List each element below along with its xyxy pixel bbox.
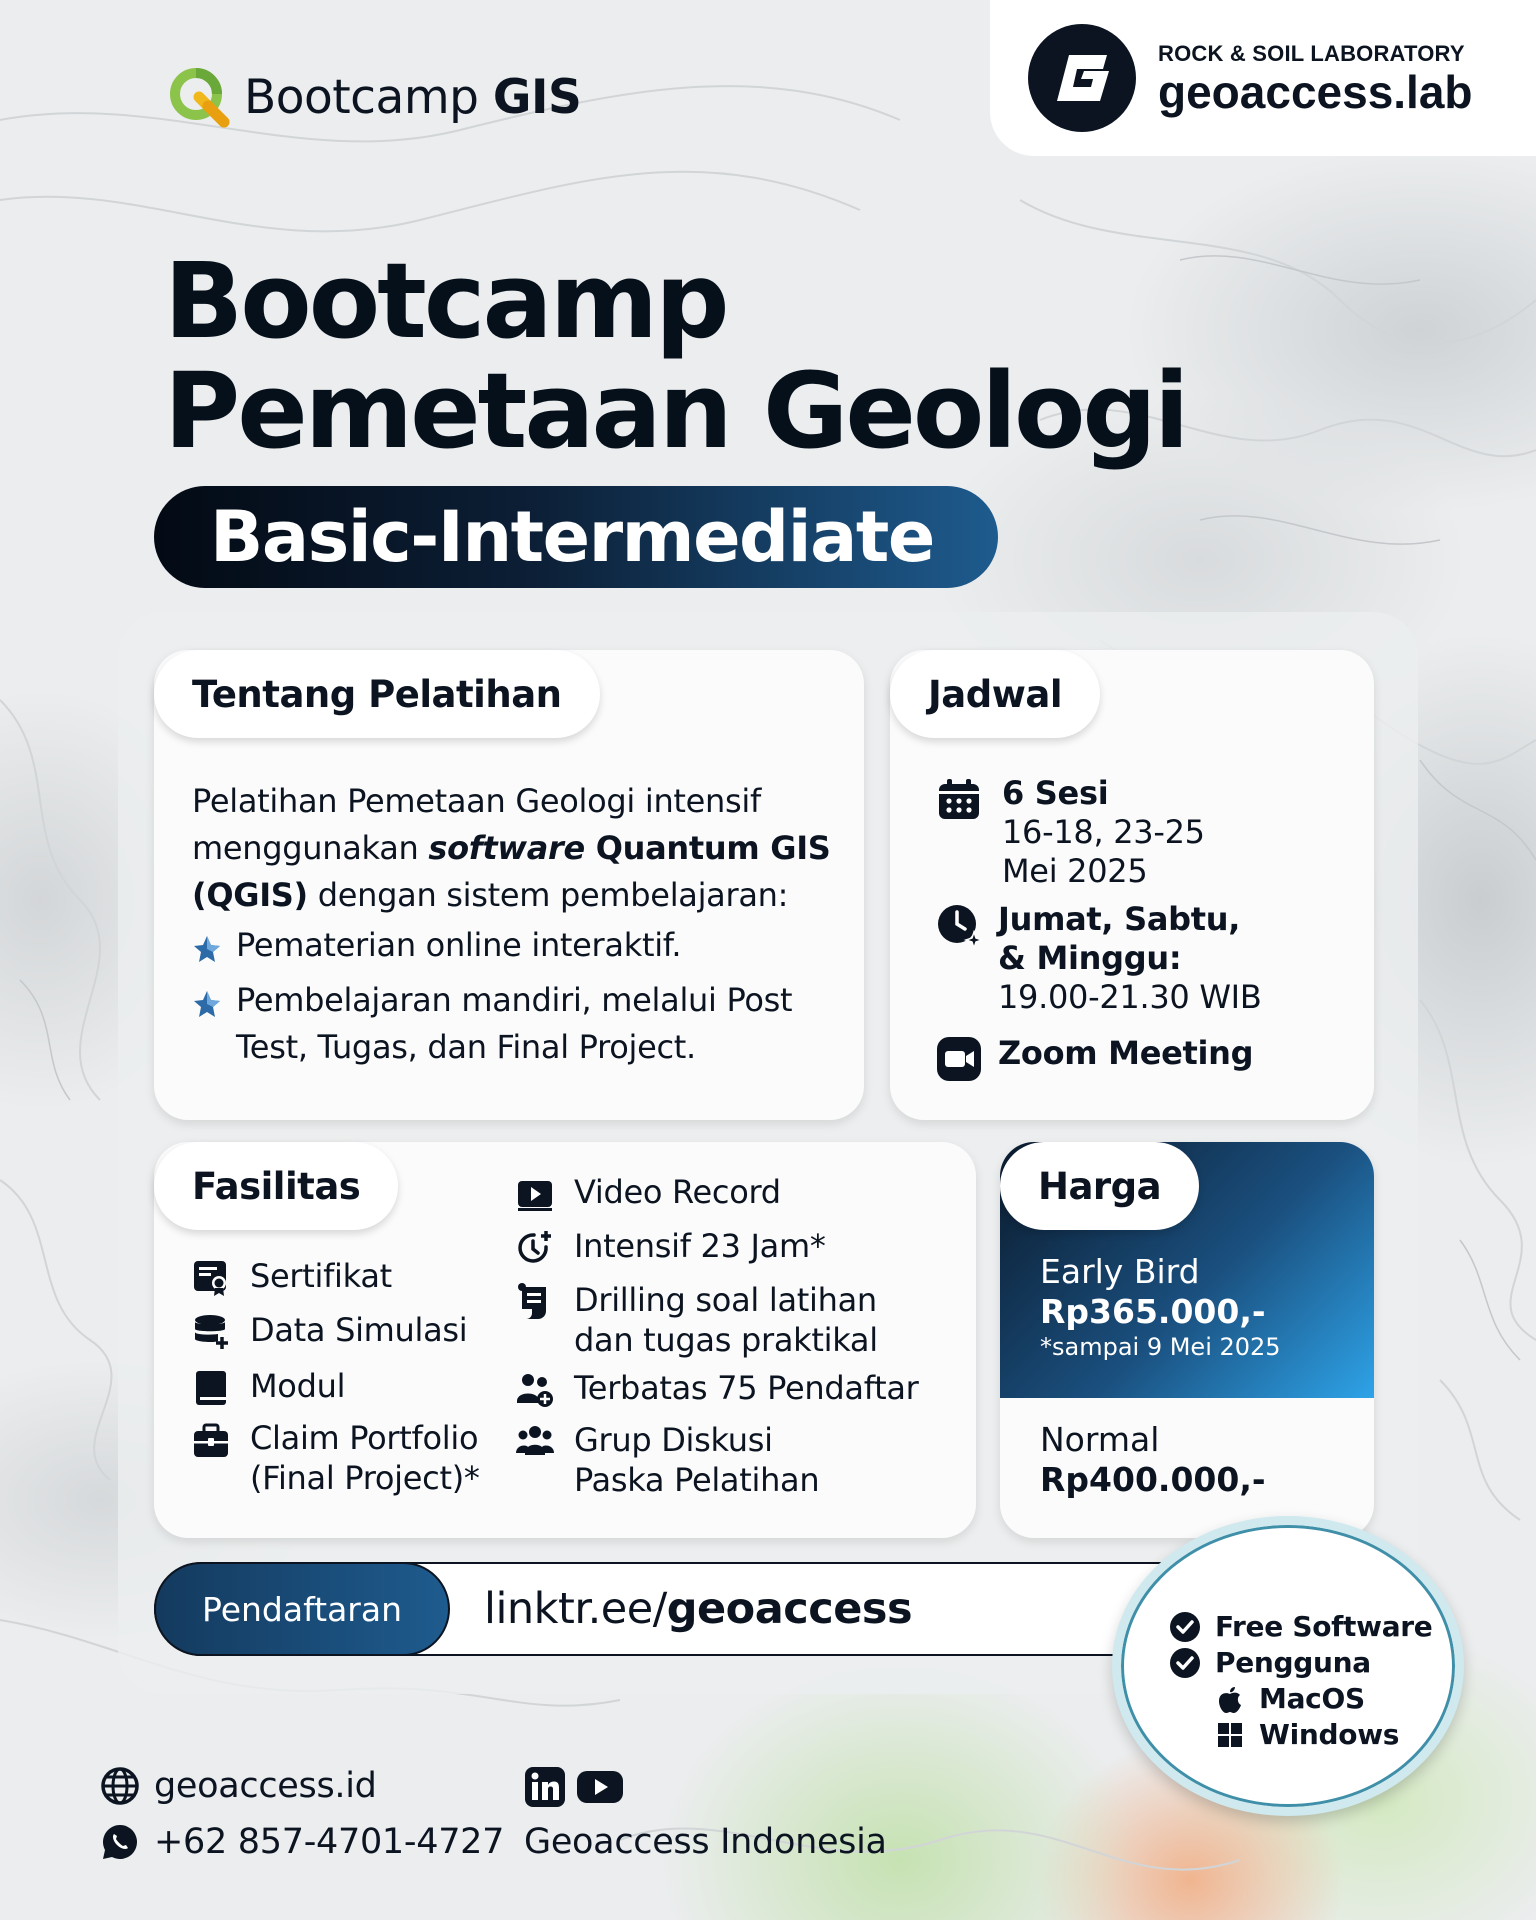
facilities-heading: Fasilitas — [154, 1142, 398, 1230]
geoaccess-logo-icon — [1028, 24, 1136, 132]
facility-label: Intensif 23 Jam* — [574, 1227, 826, 1265]
title-line-1: Bootcamp — [164, 240, 727, 362]
schedule-time: 19.00-21.30 WIB — [998, 978, 1262, 1016]
about-text-italic: software — [428, 829, 585, 867]
facility-label: Drilling soal latihan — [574, 1281, 877, 1319]
lab-name: geoaccess.lab — [1158, 66, 1473, 118]
software-badge — [1112, 1516, 1464, 1816]
early-bird-amount: Rp365.000,- — [1040, 1292, 1266, 1331]
globe-icon — [100, 1766, 140, 1806]
facility-label: Modul — [250, 1367, 346, 1405]
dates-line-1: 16-18, 23-25 — [1002, 813, 1205, 851]
facilities-card — [154, 1142, 976, 1538]
list-item — [192, 977, 842, 1071]
days-line-1: Jumat, Sabtu, — [998, 900, 1241, 938]
facility-label: Sertifikat — [250, 1257, 392, 1295]
bullet-text: Pembelajaran mandiri, melalui Post Test, Tugas, dan Final Project. — [236, 981, 793, 1066]
social-name-text[interactable]: Geoaccess Indonesia — [524, 1822, 887, 1862]
list-item — [192, 1310, 467, 1351]
link-bold: geoaccess — [666, 1584, 913, 1634]
star-icon — [192, 977, 236, 1071]
users-text: Pengguna — [1215, 1646, 1371, 1679]
facility-label: Video Record — [574, 1173, 781, 1211]
lab-subtitle: ROCK & SOIL LABORATORY — [1158, 41, 1465, 66]
macos-row — [1169, 1681, 1433, 1717]
facility-label: Grup Diskusi — [574, 1421, 773, 1459]
facility-label-line-2: (Final Project)* — [250, 1459, 480, 1497]
phone-text[interactable]: +62 857-4701-4727 — [154, 1822, 505, 1862]
level-badge: Basic-Intermediate — [154, 486, 998, 588]
sessions-count: 6 Sesi — [1002, 774, 1109, 812]
facility-label: Terbatas 75 Pendaftar — [574, 1369, 919, 1407]
days-line-2: & Minggu: — [998, 939, 1182, 977]
about-paragraph — [192, 778, 842, 919]
registration-link[interactable] — [484, 1564, 912, 1654]
facility-label: Data Simulasi — [250, 1311, 468, 1349]
price-card — [1000, 1142, 1374, 1538]
normal-amount: Rp400.000,- — [1040, 1460, 1266, 1499]
list-item — [516, 1368, 919, 1409]
qgis-logo-icon — [168, 66, 230, 128]
apple-icon — [1215, 1684, 1245, 1714]
price-heading: Harga — [1000, 1142, 1199, 1230]
brand-bold: GIS — [492, 69, 582, 125]
check-circle-icon — [1169, 1611, 1201, 1643]
brand-title — [244, 70, 581, 125]
star-icon — [192, 922, 236, 977]
database-icon — [192, 1313, 230, 1351]
social-contact[interactable] — [524, 1822, 887, 1862]
website-text[interactable]: geoaccess.id — [154, 1766, 377, 1806]
dates-line-2: Mei 2025 — [1002, 852, 1148, 890]
early-bird-price — [1040, 1252, 1281, 1362]
list-item — [516, 1420, 819, 1500]
users-row — [1169, 1645, 1433, 1681]
about-text-2: dengan sistem pembelajaran: — [307, 876, 789, 914]
website-contact[interactable] — [100, 1766, 377, 1806]
normal-label: Normal — [1040, 1420, 1160, 1459]
registration-button[interactable]: Pendaftaran — [154, 1562, 450, 1656]
youtube-icon[interactable] — [576, 1766, 624, 1808]
windows-text: Windows — [1259, 1718, 1400, 1751]
platform-text: Zoom Meeting — [998, 1034, 1254, 1072]
bullet-text: Pematerian online interaktif. — [236, 926, 682, 964]
facility-label: Claim Portfolio — [250, 1419, 479, 1457]
lab-card — [990, 0, 1536, 156]
windows-row — [1169, 1717, 1433, 1753]
schedule-sessions — [936, 774, 1205, 891]
list-item — [192, 922, 842, 977]
about-text-1: Pelatihan Pemetaan Geologi intensif menggunakan — [192, 782, 761, 867]
scroll-icon — [516, 1283, 554, 1321]
bootcamp-gis-brand — [168, 66, 581, 128]
normal-price — [1040, 1420, 1266, 1500]
page-title — [164, 240, 1187, 472]
link-prefix: linktr.ee/ — [484, 1584, 667, 1634]
zoom-icon — [936, 1036, 982, 1082]
free-software-text: Free Software — [1215, 1610, 1433, 1643]
about-card — [154, 650, 864, 1120]
list-item — [516, 1280, 878, 1360]
facility-label-line-2: Paska Pelatihan — [574, 1461, 820, 1499]
check-circle-icon — [1169, 1647, 1201, 1679]
registration-bar[interactable] — [154, 1562, 1234, 1656]
list-item — [192, 1366, 345, 1407]
list-item — [192, 1418, 480, 1498]
linkedin-icon[interactable] — [524, 1766, 566, 1808]
schedule-platform — [936, 1034, 1253, 1082]
macos-text: MacOS — [1259, 1682, 1365, 1715]
about-bullets — [192, 922, 842, 1071]
clock-plus-icon — [516, 1229, 554, 1267]
clock-icon — [936, 902, 982, 948]
schedule-days — [936, 900, 1261, 1017]
certificate-icon — [192, 1259, 230, 1297]
brand-prefix: Bootcamp — [244, 69, 479, 125]
video-icon — [516, 1175, 554, 1213]
facility-label-line-2: dan tugas praktikal — [574, 1321, 878, 1359]
briefcase-icon — [192, 1421, 230, 1459]
whatsapp-icon — [100, 1822, 140, 1862]
free-software-row — [1169, 1609, 1433, 1645]
calendar-icon — [936, 776, 982, 822]
users-plus-icon — [516, 1371, 554, 1409]
schedule-heading: Jadwal — [890, 650, 1100, 738]
windows-icon — [1215, 1720, 1245, 1750]
list-item — [516, 1172, 781, 1213]
list-item — [516, 1226, 826, 1267]
book-icon — [192, 1369, 230, 1407]
about-text-bold: Quantum GIS (QGIS) — [192, 829, 831, 914]
list-item — [192, 1256, 392, 1297]
title-line-2: Pemetaan Geologi — [164, 350, 1187, 472]
early-bird-label: Early Bird — [1040, 1252, 1200, 1291]
phone-contact[interactable] — [100, 1822, 504, 1862]
social-icons — [524, 1766, 624, 1808]
group-icon — [516, 1423, 554, 1461]
early-bird-note: *sampai 9 Mei 2025 — [1040, 1333, 1281, 1361]
about-heading: Tentang Pelatihan — [154, 650, 600, 738]
schedule-card — [890, 650, 1374, 1120]
